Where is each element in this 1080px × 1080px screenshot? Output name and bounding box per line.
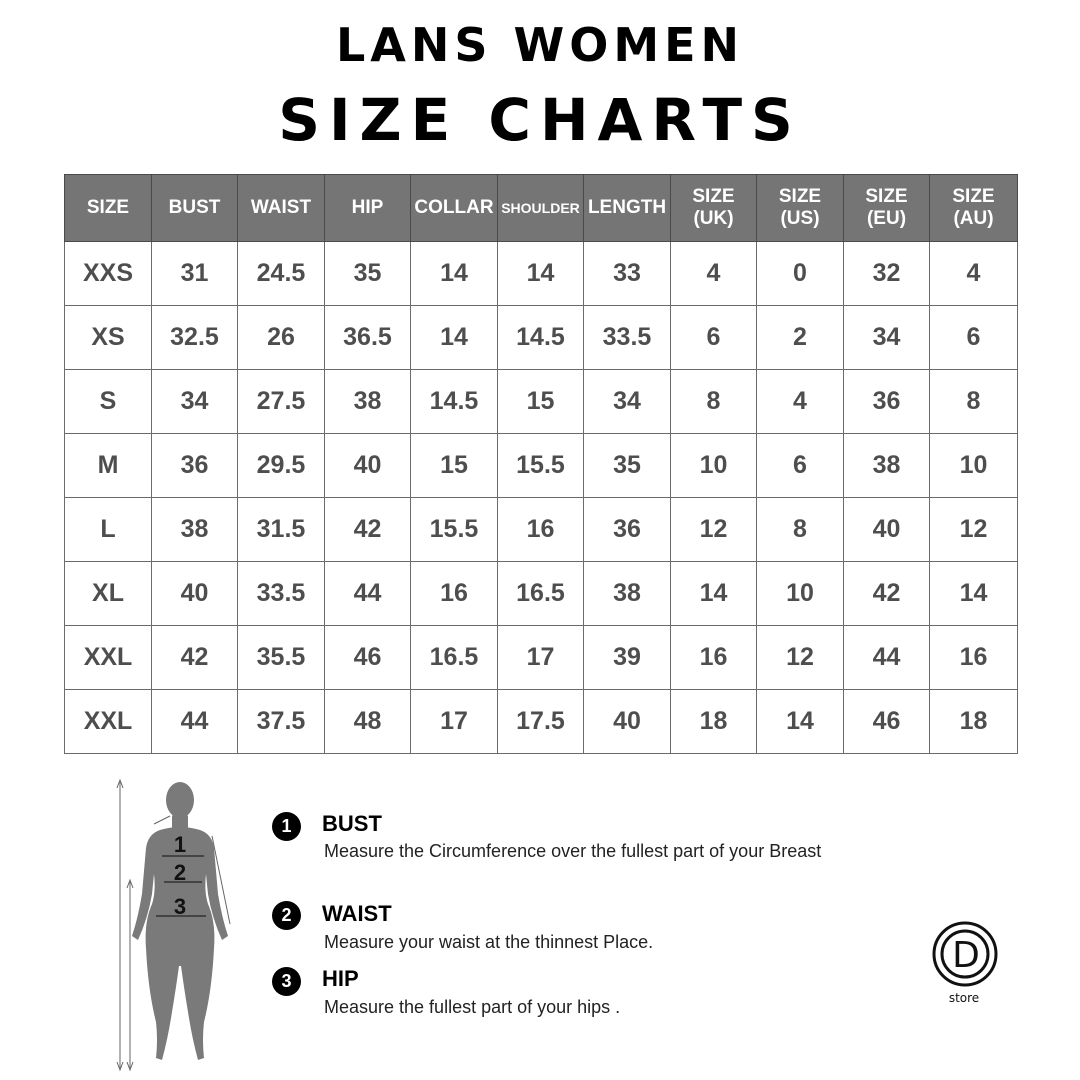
column-header: WAIST (238, 175, 325, 242)
table-cell: 35 (584, 434, 671, 498)
size-label-cell: XL (65, 562, 152, 626)
table-cell: 40 (325, 434, 411, 498)
table-cell: 40 (844, 498, 930, 562)
table-cell: 16.5 (411, 626, 498, 690)
size-label-cell: XXL (65, 626, 152, 690)
logo-text: store (948, 991, 980, 1005)
table-cell: 14.5 (411, 370, 498, 434)
table-cell: 34 (152, 370, 238, 434)
table-cell: 6 (757, 434, 844, 498)
hip-description: Measure the fullest part of your hips . (324, 997, 621, 1017)
table-cell: 16 (930, 626, 1018, 690)
table-cell: 34 (584, 370, 671, 434)
table-cell: 15.5 (411, 498, 498, 562)
table-cell: 4 (930, 242, 1018, 306)
table-cell: 15 (498, 370, 584, 434)
table-cell: 38 (325, 370, 411, 434)
table-cell: 39 (584, 626, 671, 690)
column-header: LENGTH (584, 175, 671, 242)
table-cell: 6 (671, 306, 757, 370)
table-cell: 32.5 (152, 306, 238, 370)
table-cell: 26 (238, 306, 325, 370)
column-header: SIZE (AU) (930, 175, 1018, 242)
table-body (65, 242, 1018, 754)
table-header-row (65, 175, 1018, 242)
table-cell: 8 (930, 370, 1018, 434)
table-cell: 34 (844, 306, 930, 370)
table-cell: 6 (930, 306, 1018, 370)
size-label-cell: L (65, 498, 152, 562)
table-row (65, 242, 1018, 306)
waist-marker: 2 (173, 860, 187, 885)
table-cell: 16 (411, 562, 498, 626)
table-cell: 48 (325, 690, 411, 754)
column-header: HIP (325, 175, 411, 242)
table-cell: 10 (757, 562, 844, 626)
size-label-cell: M (65, 434, 152, 498)
size-label-cell: XXS (65, 242, 152, 306)
table-row (65, 434, 1018, 498)
body-measurement-figure (108, 776, 248, 1076)
table-cell: 17.5 (498, 690, 584, 754)
table-cell: 29.5 (238, 434, 325, 498)
table-cell: 40 (152, 562, 238, 626)
size-table (64, 174, 1018, 754)
size-label-cell: S (65, 370, 152, 434)
chart-title-brand: LANS WOMEN (335, 18, 745, 72)
table-cell: 32 (844, 242, 930, 306)
table-cell: 12 (757, 626, 844, 690)
column-header: SIZE (US) (757, 175, 844, 242)
column-header: SIZE (UK) (671, 175, 757, 242)
table-cell: 15.5 (498, 434, 584, 498)
table-cell: 31.5 (238, 498, 325, 562)
column-header: SIZE (65, 175, 152, 242)
column-header: COLLAR (411, 175, 498, 242)
column-header: BUST (152, 175, 238, 242)
table-cell: 33 (584, 242, 671, 306)
table-cell: 4 (757, 370, 844, 434)
table-cell: 46 (844, 690, 930, 754)
table-cell: 31 (152, 242, 238, 306)
table-cell: 16 (671, 626, 757, 690)
table-cell: 15 (411, 434, 498, 498)
table-cell: 14 (757, 690, 844, 754)
size-label-cell: XS (65, 306, 152, 370)
bust-marker: 1 (173, 832, 187, 857)
table-cell: 17 (498, 626, 584, 690)
table-cell: 12 (671, 498, 757, 562)
table-cell: 14 (498, 242, 584, 306)
table-cell: 44 (844, 626, 930, 690)
size-label-cell: XXL (65, 690, 152, 754)
table-cell: 14 (411, 306, 498, 370)
table-cell: 16.5 (498, 562, 584, 626)
table-cell: 44 (152, 690, 238, 754)
table-cell: 36 (152, 434, 238, 498)
table-cell: 44 (325, 562, 411, 626)
table-cell: 2 (757, 306, 844, 370)
table-cell: 36.5 (325, 306, 411, 370)
waist-heading: WAIST (322, 901, 392, 926)
table-cell: 35 (325, 242, 411, 306)
table-cell: 27.5 (238, 370, 325, 434)
waist-description: Measure your waist at the thinnest Place. (324, 932, 654, 952)
table-cell: 36 (584, 498, 671, 562)
table-row (65, 690, 1018, 754)
hip-marker: 3 (173, 894, 187, 919)
table-cell: 14.5 (498, 306, 584, 370)
table-cell: 42 (152, 626, 238, 690)
table-cell: 37.5 (238, 690, 325, 754)
table-cell: 0 (757, 242, 844, 306)
table-cell: 33.5 (238, 562, 325, 626)
table-cell: 12 (930, 498, 1018, 562)
table-cell: 8 (757, 498, 844, 562)
table-cell: 14 (930, 562, 1018, 626)
table-cell: 18 (671, 690, 757, 754)
table-cell: 18 (930, 690, 1018, 754)
bust-heading: BUST (322, 811, 382, 836)
table-cell: 14 (671, 562, 757, 626)
table-cell: 10 (671, 434, 757, 498)
table-cell: 46 (325, 626, 411, 690)
table-cell: 35.5 (238, 626, 325, 690)
column-header: SHOULDER (498, 175, 584, 242)
hip-heading: HIP (322, 966, 359, 991)
logo-letter: D (952, 935, 980, 976)
chart-title: SIZE CHARTS (278, 86, 802, 154)
table-cell: 42 (844, 562, 930, 626)
step-2-badge: 2 (272, 901, 301, 930)
table-cell: 4 (671, 242, 757, 306)
bust-description: Measure the Circumference over the fullest part of your Breast (324, 841, 822, 861)
table-row (65, 562, 1018, 626)
step-3-badge: 3 (272, 967, 301, 996)
column-header: SIZE (EU) (844, 175, 930, 242)
table-cell: 33.5 (584, 306, 671, 370)
table-row (65, 306, 1018, 370)
table-cell: 17 (411, 690, 498, 754)
step-1-badge: 1 (272, 812, 301, 841)
table-cell: 16 (498, 498, 584, 562)
woman-silhouette (132, 782, 228, 1060)
table-cell: 42 (325, 498, 411, 562)
table-row (65, 498, 1018, 562)
table-cell: 38 (844, 434, 930, 498)
table-cell: 10 (930, 434, 1018, 498)
table-row (65, 370, 1018, 434)
table-cell: 36 (844, 370, 930, 434)
table-cell: 14 (411, 242, 498, 306)
table-cell: 40 (584, 690, 671, 754)
store-logo (928, 920, 1004, 1010)
table-row (65, 626, 1018, 690)
table-cell: 24.5 (238, 242, 325, 306)
table-cell: 38 (584, 562, 671, 626)
table-cell: 38 (152, 498, 238, 562)
table-cell: 8 (671, 370, 757, 434)
